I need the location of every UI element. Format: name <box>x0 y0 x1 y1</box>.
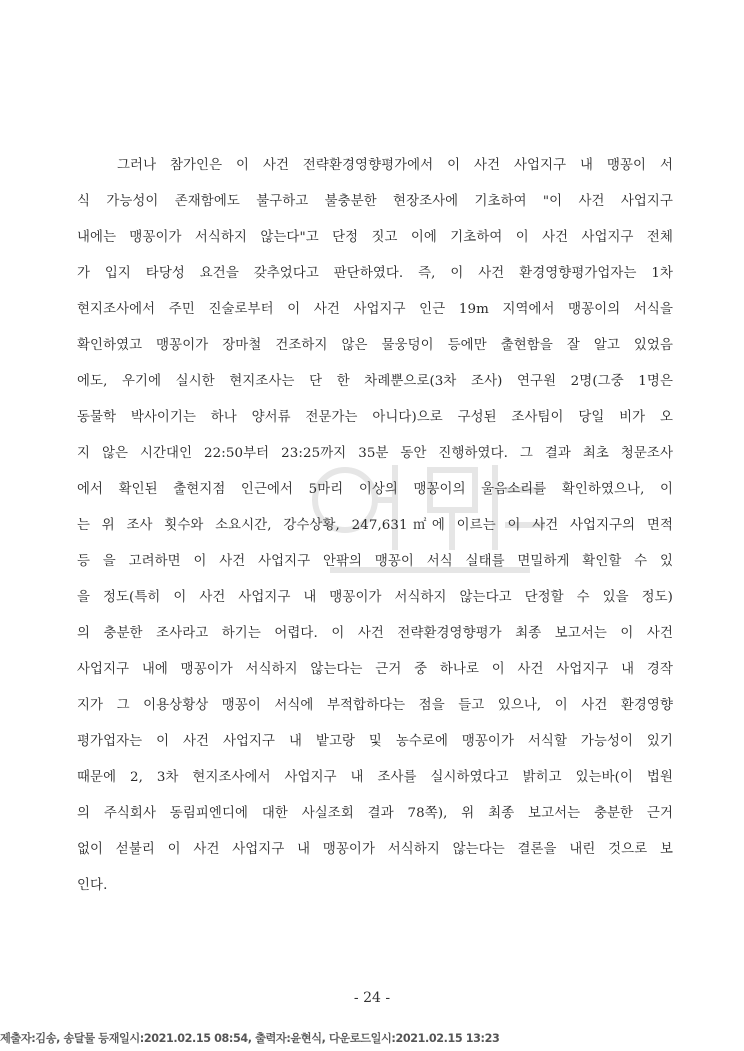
paragraph-line: 평가업자는 이 사건 사업지구 내 밭고랑 및 농수로에 맹꽁이가 서식할 가능성이 있기 <box>77 734 673 749</box>
paragraph-line: 현지조사에서 주민 진술로부터 이 사건 사업지구 인근 19m 지역에서 맹꽁이의 서식을 <box>77 302 673 317</box>
paragraph-line: 가 입지 타당성 요건을 갖추었다고 판단하였다. 즉, 이 사건 환경영향평가업자는 1차 <box>77 266 673 281</box>
paragraph-line: 때문에 2, 3차 현지조사에서 사업지구 내 조사를 실시하였다고 밝히고 있는바(이 법원 <box>77 770 673 785</box>
paragraph-line: 없이 섣불리 이 사건 사업지구 내 맹꽁이가 서식하지 않는다는 결론을 내린 것으로 보 <box>77 842 673 857</box>
paragraph-line: 동물학 박사이기는 하나 양서류 전문가는 아니다)으로 구성된 조사팀이 당일 비가 오 <box>77 410 673 425</box>
paragraph-line: 등 을 고려하면 이 사건 사업지구 안팎의 맹꽁이 서식 실태를 면밀하게 확인할 수 있 <box>77 554 673 569</box>
paragraph-line: 지 않은 시간대인 22:50부터 23:25까지 35분 동안 진행하였다. 그 결과 최초 청문조사 <box>77 446 673 461</box>
page-number: - 24 - <box>353 990 391 1006</box>
paragraph-line: 인다. <box>77 878 108 893</box>
paragraph-line: 의 주식회사 동림피엔디에 대한 사실조회 결과 78쪽), 위 최종 보고서는 충분한 근거 <box>77 806 673 821</box>
paragraph-line: 식 가능성이 존재함에도 불구하고 불충분한 현장조사에 기초하여 "이 사건 사업지구 <box>77 194 673 209</box>
paragraph-line: 에서 확인된 출현지점 인근에서 5마리 이상의 맹꽁이의 울음소리를 확인하였으나, 이 <box>77 482 673 497</box>
paragraph-line: 는 위 조사 횟수와 소요시간, 강수상황, 247,631㎡에 이르는 이 사건 사업지구의 면적 <box>77 518 673 533</box>
paragraph-line: 사업지구 내에 맹꽁이가 서식하지 않는다는 근거 중 하나로 이 사건 사업지구 내 경작 <box>77 662 673 677</box>
paragraph-line: 의 충분한 조사라고 하기는 어렵다. 이 사건 전략환경영향평가 최종 보고서는 이 사건 <box>77 626 673 641</box>
paragraph-line: 에도, 우기에 실시한 현지조사는 단 한 차례뿐으로(3차 조사) 연구원 2명(그중 1명은 <box>77 374 673 389</box>
paragraph-line: 을 정도(특히 이 사건 사업지구 내 맹꽁이가 서식하지 않는다고 단정할 수 있을 정도) <box>77 590 673 605</box>
paragraph-line: 확인하였고 맹꽁이가 장마철 건조하지 않은 물웅덩이 등에만 출현함을 잘 알고 있었음 <box>77 338 673 353</box>
paragraph-line: 지가 그 이용상황상 맹꽁이 서식에 부적합하다는 점을 들고 있으나, 이 사건 환경영향 <box>77 698 673 713</box>
paragraph-line: 내에는 맹꽁이가 서식하지 않는다"고 단정 짓고 이에 기초하여 이 사건 사업지구 전체 <box>77 230 673 245</box>
footer-metadata: 제출자:김송, 송달물 등재일시:2021.02.15 08:54, 출력자:윤현식, 다운로드일시:2021.02.15 13:23 <box>0 1032 500 1045</box>
paragraph-line: 그러나 참가인은 이 사건 전략환경영향평가에서 이 사건 사업지구 내 맹꽁이 서 <box>117 158 673 173</box>
